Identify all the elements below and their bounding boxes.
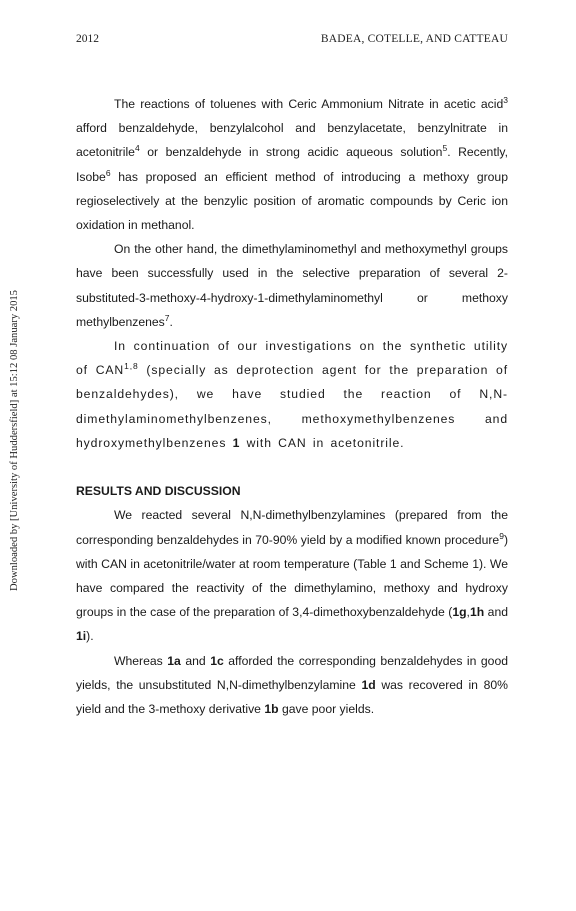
reference-marker: 1,8 [124, 361, 139, 372]
reference-marker: 4 [134, 143, 140, 154]
compound-label: 1h [469, 605, 485, 620]
text-run: with CAN in acetonitrile. [240, 435, 405, 450]
text-run: gave poor yields. [278, 702, 375, 717]
text-run: We reacted several N,N-dimethylbenzylamines (prepared from the corresponding benzaldehydes in 70-90% yield by a modified known procedure [76, 508, 508, 547]
compound-label: 1 [232, 435, 241, 450]
reference-marker: 5 [442, 143, 448, 154]
text-run: . [169, 314, 173, 329]
paragraph-intro [76, 92, 508, 237]
compound-label: 1a [167, 653, 181, 668]
paragraph-protecting-groups [76, 237, 508, 334]
download-watermark [7, 225, 21, 655]
section-gap [76, 455, 508, 479]
text-run: has proposed an efficient method of introducing a methoxy group regioselectively at the benzylic position of aromatic compounds by Ceric ion oxidation in methanol. [76, 169, 508, 233]
text-run: ) with CAN in acetonitrile/water at room temperature (Table 1 and Scheme 1). We have compared the reactivity of the dimethylamino, methoxy and hydroxy groups in the case of the preparation of 3,4-dimethoxybenzaldehyde ( [76, 532, 508, 620]
article-body [76, 92, 508, 721]
reference-marker: 6 [105, 167, 111, 178]
text-run: The reactions of toluenes with Ceric Ammonium Nitrate in acetic acid [114, 97, 504, 111]
running-title: BADEA, COTELLE, AND CATTEAU [320, 33, 508, 45]
compound-label: 1c [210, 653, 224, 668]
text-run: ). [86, 629, 94, 644]
text-run: and [180, 653, 211, 668]
text-run: and [484, 605, 508, 620]
text-run: afforded the corresponding benzaldehydes in good yields, the unsubstituted N,N-dimethylbenzylamine [76, 653, 509, 692]
text-run: , [466, 605, 470, 620]
text-run: In continuation of our investigations on the synthetic utility of CAN [76, 339, 508, 378]
compound-label: 1g [452, 605, 467, 620]
reference-marker: 9 [499, 530, 504, 541]
text-run: On the other hand, the dimethylaminomethyl and methoxymethyl groups have been successfully used in the selective preparation of several 2-substituted-3-methoxy-4-hydroxy-1-dimethylaminomethyl or methoxy methylbenzenes [76, 242, 508, 329]
reference-marker: 3 [503, 95, 508, 105]
page-number: 2012 [76, 33, 99, 45]
paragraph-results [76, 503, 508, 648]
reference-marker: 7 [164, 312, 170, 323]
text-run: Whereas [114, 653, 168, 668]
compound-label: 1b [264, 702, 279, 717]
compound-label: 1d [361, 677, 376, 692]
paragraph-continuation [76, 334, 508, 455]
download-watermark-text: Downloaded by [University of Huddersfield] at 15:12 08 January 2015 [8, 289, 20, 591]
text-run: afford benzaldehyde, benzylalcohol and benzylacetate, benzylnitrate in acetonitrile [76, 121, 508, 160]
compound-label: 1i [76, 629, 87, 644]
text-run: was recovered in 80% yield and the 3-methoxy derivative [76, 677, 509, 717]
text-run: or benzaldehyde in strong acidic aqueous solution [139, 145, 443, 160]
text-run: . Recently, Isobe [76, 145, 509, 184]
text-run: (specially as deprotection agent for the preparation of benzaldehydes), we have studied the reaction of N,N-dimethylaminomethylbenzenes, methoxymethylbenzenes and hydroxymethylbenzenes [76, 363, 508, 450]
paragraph-yields [76, 649, 508, 722]
section-heading: RESULTS AND DISCUSSION [76, 484, 241, 499]
